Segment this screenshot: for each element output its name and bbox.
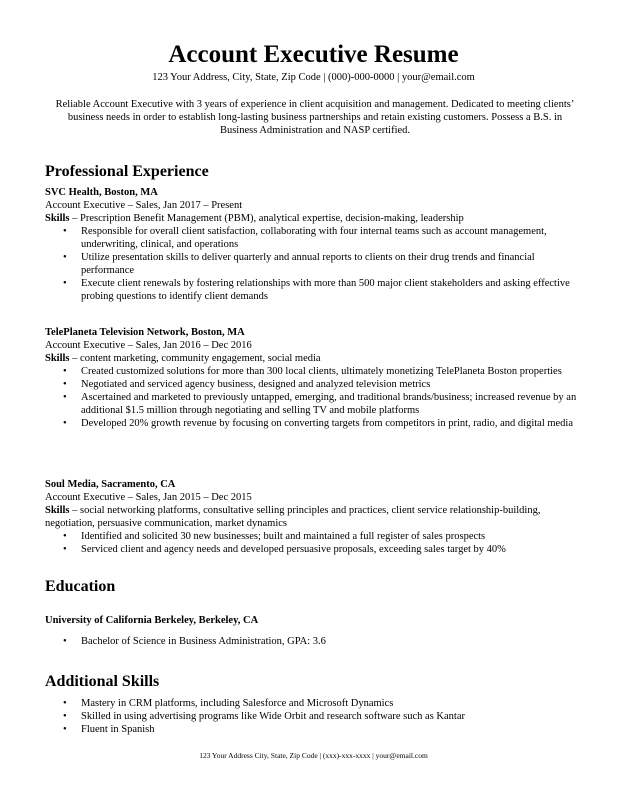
footer-contact: 123 Your Address City, State, Zip Code | (xxx)-xxx-xxxx | your@email.com xyxy=(199,751,428,760)
list-item xyxy=(45,530,585,543)
summary-paragraph: Reliable Account Executive with 3 years of experience in client acquisition and management. Dedicated to meeting clients’ business needs in order to establish long-lasting business partnerships and retain existing customers. Possess a B.S. in Business Administration and NASP certified. xyxy=(55,99,575,136)
job-role: Account Executive – Sales, Jan 2015 – Dec 2015 xyxy=(45,492,252,503)
job-entry xyxy=(45,478,585,556)
bullet-text: Identified and solicited 30 new businesses; built and maintained a full register of sales prospects xyxy=(81,531,486,542)
skills-label: Skills xyxy=(45,213,70,224)
bullet-icon: • xyxy=(63,252,67,263)
list-item xyxy=(45,710,585,723)
job-role: Account Executive – Sales, Jan 2017 – Present xyxy=(45,200,243,211)
skills-label: Skills xyxy=(45,505,70,516)
bullet-text: Responsible for overall client satisfaction, collaborating with four internal teams such as account management, underwriting, clinical, and operations xyxy=(81,226,547,250)
list-item xyxy=(45,225,585,251)
bullet-text: Mastery in CRM platforms, including Salesforce and Microsoft Dynamics xyxy=(81,698,394,709)
bullet-icon: • xyxy=(63,418,67,429)
job-skills xyxy=(45,352,585,365)
job-skills xyxy=(45,504,585,530)
bullet-icon: • xyxy=(63,544,67,555)
bullet-text: Serviced client and agency needs and developed persuasive proposals, exceeding sales target by 40% xyxy=(81,544,506,555)
additional-skills-entry xyxy=(45,697,585,736)
contact-line: 123 Your Address, City, State, Zip Code | (000)-000-0000 | your@email.com xyxy=(152,72,475,83)
job-bullets xyxy=(45,365,585,430)
list-item xyxy=(45,251,585,277)
bullet-icon: • xyxy=(63,392,67,403)
bullet-text: Skilled in using advertising programs like Wide Orbit and research software such as Kantar xyxy=(81,711,465,722)
experience-heading: Professional Experience xyxy=(45,163,209,180)
skills-text: – Prescription Benefit Management (PBM), analytical expertise, decision-making, leadership xyxy=(69,213,464,224)
bullet-icon: • xyxy=(63,379,67,390)
bullet-icon: • xyxy=(63,724,67,735)
bullet-text: Execute client renewals by fostering relationships with more than 500 major client stakeholders and asking effective probing questions to identify client demands xyxy=(81,278,570,302)
skills-text: – content marketing, community engagement, social media xyxy=(69,353,321,364)
list-item xyxy=(45,277,585,303)
bullet-icon: • xyxy=(63,366,67,377)
bullet-text: Fluent in Spanish xyxy=(81,724,155,735)
job-bullets xyxy=(45,225,585,303)
job-employer: Soul Media, Sacramento, CA xyxy=(45,479,176,490)
job-entry xyxy=(45,186,585,303)
list-item xyxy=(45,697,585,710)
job-employer: TelePlaneta Television Network, Boston, MA xyxy=(45,327,245,338)
additional-skills-heading: Additional Skills xyxy=(45,673,160,690)
bullet-icon: • xyxy=(63,711,67,722)
bullet-text: Utilize presentation skills to deliver quarterly and annual reports to clients on their drug trends and financial performance xyxy=(81,252,535,276)
job-bullets xyxy=(45,530,585,556)
list-item xyxy=(45,543,585,556)
bullet-icon: • xyxy=(63,531,67,542)
additional-skills-bullets xyxy=(45,697,585,736)
bullet-text: Created customized solutions for more than 300 local clients, ultimately monetizing TelePlaneta Boston properties xyxy=(81,366,562,377)
list-item xyxy=(45,723,585,736)
list-item xyxy=(45,391,585,417)
education-entry xyxy=(45,614,585,648)
job-employer: SVC Health, Boston, MA xyxy=(45,187,158,198)
school-name: University of California Berkeley, Berkeley, CA xyxy=(45,615,259,626)
list-item xyxy=(45,365,585,378)
education-heading: Education xyxy=(45,578,116,595)
bullet-icon: • xyxy=(63,636,67,647)
resume-title: Account Executive Resume xyxy=(168,41,459,68)
bullet-text: Bachelor of Science in Business Administration, GPA: 3.6 xyxy=(81,636,326,647)
list-item xyxy=(45,417,585,430)
bullet-icon: • xyxy=(63,698,67,709)
bullet-icon: • xyxy=(63,278,67,289)
job-skills xyxy=(45,212,585,225)
list-item xyxy=(45,378,585,391)
skills-label: Skills xyxy=(45,353,70,364)
list-item xyxy=(45,635,585,648)
bullet-text: Ascertained and marketed to previously untapped, emerging, and traditional brands/business; increased revenue by an additional $1.5 million through negotiating and selling TV and mobile platforms xyxy=(81,392,577,416)
bullet-text: Negotiated and serviced agency business, designed and analyzed television metrics xyxy=(81,379,431,390)
job-entry xyxy=(45,326,585,430)
skills-text: – social networking platforms, consultative selling principles and practices, client service relationship-building, negotiation, persuasive communication, market dynamics xyxy=(45,505,541,529)
bullet-text: Developed 20% growth revenue by focusing on converting targets from competitors in print, radio, and digital media xyxy=(81,418,574,429)
education-bullets xyxy=(45,635,585,648)
job-role: Account Executive – Sales, Jan 2016 – Dec 2016 xyxy=(45,340,252,351)
bullet-icon: • xyxy=(63,226,67,237)
